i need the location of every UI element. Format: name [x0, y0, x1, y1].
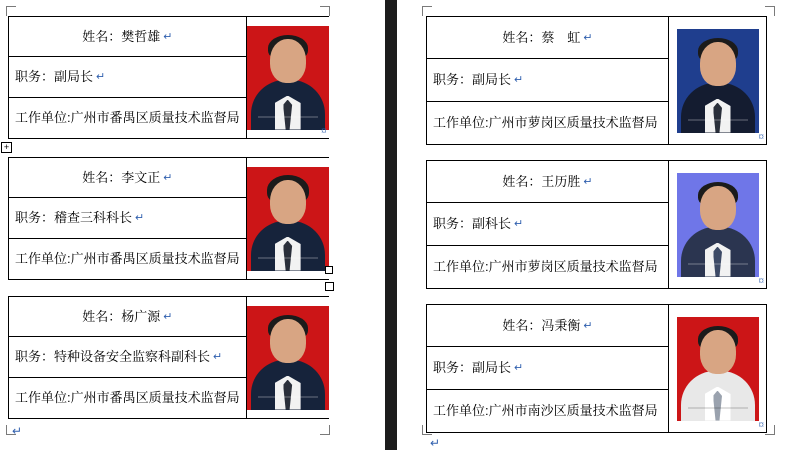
unit-field	[9, 239, 246, 279]
paragraph-mark-icon: ↵	[514, 217, 524, 230]
person-card[interactable]	[426, 160, 767, 289]
card-fields	[9, 297, 246, 418]
paragraph-mark-icon: ↵	[135, 211, 145, 224]
photo-cell[interactable]	[246, 17, 329, 138]
position-field	[9, 198, 246, 238]
photo-cell[interactable]	[668, 161, 766, 288]
position-field	[427, 347, 668, 389]
person-card[interactable]	[8, 16, 329, 139]
unit-field	[427, 246, 668, 288]
portrait-photo	[247, 306, 329, 410]
name-text: 姓名：冯秉衡	[502, 317, 581, 333]
card-fields	[9, 17, 246, 138]
unit-text: 工作单位:广州市南沙区质量技术监督局	[433, 402, 658, 418]
name-field	[9, 17, 246, 57]
person-card[interactable]	[8, 157, 329, 280]
portrait-photo	[677, 173, 759, 277]
unit-field	[9, 378, 246, 418]
paragraph-mark-icon: ↵	[583, 31, 593, 44]
page-gutter	[371, 0, 416, 450]
unit-field	[427, 102, 668, 144]
margin-mark-top-left	[422, 6, 432, 16]
name-text: 姓名：王历胜	[502, 173, 581, 189]
card-fields	[427, 17, 668, 144]
paragraph-mark-icon: ↵	[163, 310, 173, 323]
photo-cell[interactable]	[668, 17, 766, 144]
margin-mark-top-right	[320, 6, 330, 16]
table-move-handle[interactable]: +	[1, 142, 12, 153]
name-text: 姓名：李文正	[82, 169, 161, 185]
position-text: 职务：副局长	[433, 359, 512, 375]
paragraph-mark-icon: ↵	[213, 350, 223, 363]
position-field	[9, 337, 246, 377]
paragraph-mark-icon: ↵	[583, 319, 593, 332]
photo-cell[interactable]	[246, 158, 329, 279]
unit-text: 工作单位:广州市番禺区质量技术监督局	[15, 389, 240, 405]
cell-mark-icon: ¤	[321, 125, 327, 137]
person-card[interactable]	[8, 296, 329, 419]
card-fields	[9, 158, 246, 279]
person-card[interactable]	[426, 16, 767, 145]
position-field	[427, 203, 668, 245]
paragraph-mark-icon: ↵	[96, 70, 106, 83]
position-text: 职务：副局长	[15, 68, 94, 84]
paragraph-mark-icon: ↵	[583, 175, 593, 188]
photo-cell[interactable]	[246, 297, 329, 418]
unit-text: 工作单位:广州市番禺区质量技术监督局	[15, 109, 240, 125]
name-text: 姓名：蔡 虹	[502, 29, 581, 45]
position-text: 职务：副科长	[433, 215, 512, 231]
position-text: 职务：特种设备安全监察科副科长	[15, 348, 211, 364]
name-field	[427, 17, 668, 59]
margin-mark-top-right	[765, 6, 775, 16]
position-field	[9, 57, 246, 97]
table-resize-handle[interactable]	[325, 266, 333, 274]
portrait-photo	[677, 317, 759, 421]
paragraph-mark-icon: ↵	[514, 361, 524, 374]
unit-field	[427, 390, 668, 432]
unit-text: 工作单位:广州市萝岗区质量技术监督局	[433, 114, 658, 130]
portrait-photo	[247, 167, 329, 271]
cell-mark-icon: ¤	[758, 419, 764, 431]
paragraph-mark-icon: ↵	[430, 436, 441, 450]
paragraph-mark-icon: ↵	[514, 73, 524, 86]
table-resize-handle[interactable]	[325, 282, 334, 291]
margin-mark-bottom-right	[320, 425, 330, 435]
name-text: 姓名：杨广源	[82, 308, 161, 324]
cell-mark-icon: ¤	[758, 275, 764, 287]
card-fields	[427, 161, 668, 288]
name-field	[9, 297, 246, 337]
margin-mark-top-left	[6, 6, 16, 16]
photo-cell[interactable]	[668, 305, 766, 432]
page-right	[416, 0, 787, 450]
card-fields	[427, 305, 668, 432]
paragraph-mark-icon: ↵	[163, 171, 173, 184]
page-left	[0, 0, 371, 450]
paragraph-mark-icon: ↵	[12, 424, 23, 438]
portrait-photo	[247, 26, 329, 130]
cell-mark-icon: ¤	[758, 131, 764, 143]
unit-text: 工作单位:广州市萝岗区质量技术监督局	[433, 258, 658, 274]
portrait-photo	[677, 29, 759, 133]
position-field	[427, 59, 668, 101]
page-separator-bar	[385, 0, 397, 450]
name-field	[427, 305, 668, 347]
name-text: 姓名：樊哲雄	[82, 28, 161, 44]
unit-field	[9, 98, 246, 138]
name-field	[9, 158, 246, 198]
name-field	[427, 161, 668, 203]
paragraph-mark-icon: ↵	[163, 30, 173, 43]
unit-text: 工作单位:广州市番禺区质量技术监督局	[15, 250, 240, 266]
person-card[interactable]	[426, 304, 767, 433]
position-text: 职务：副局长	[433, 71, 512, 87]
position-text: 职务：稽查三科科长	[15, 209, 133, 225]
